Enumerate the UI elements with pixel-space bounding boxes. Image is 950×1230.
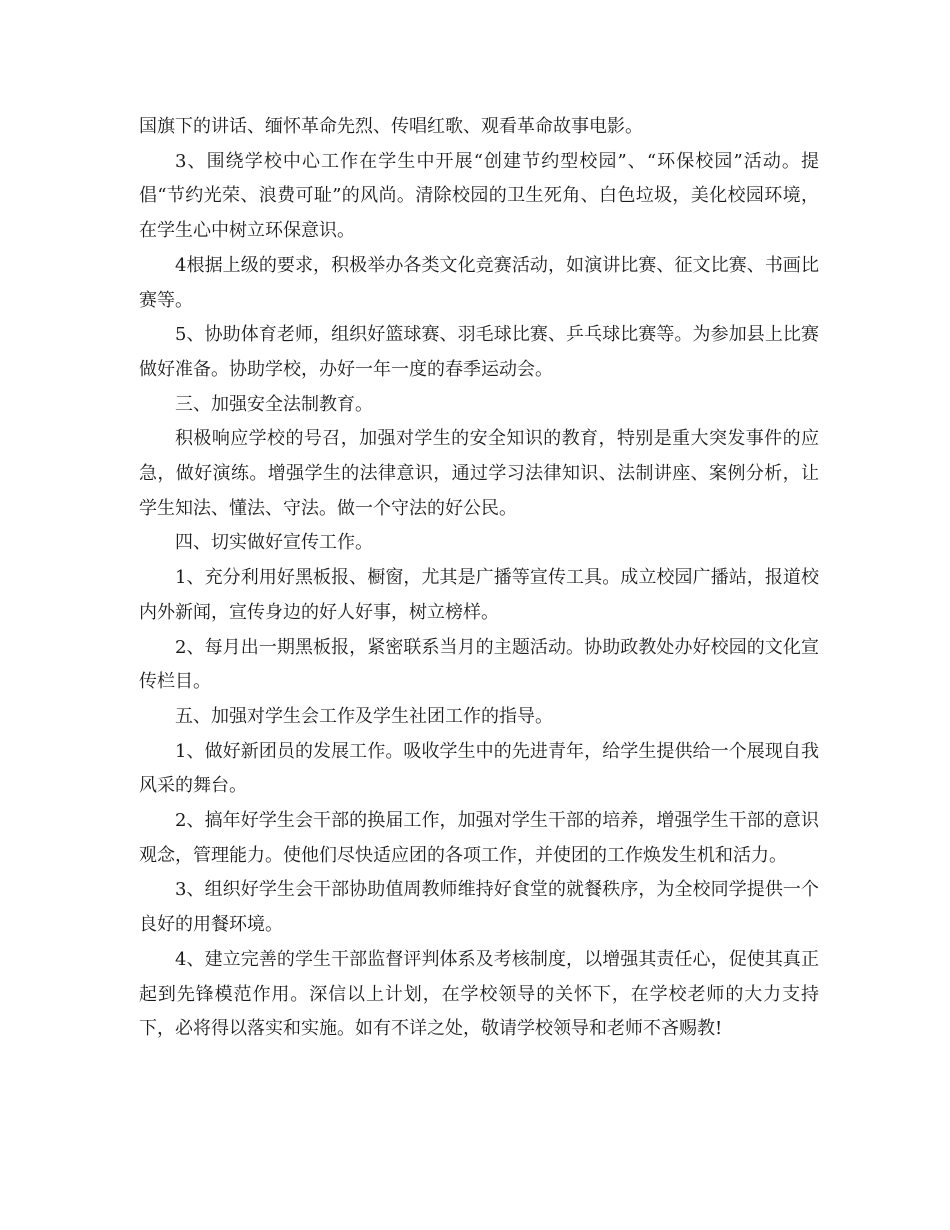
paragraph-continuation: 国旗下的讲话、缅怀革命先烈、传唱红歌、观看革命故事电影。 [139,116,643,137]
paragraph-publicity-1: 1、充分利用好黑板报、橱窗，尤其是广播等宣传工具。成立校园广播站，报道校内外新闻，宣传身边的好人好事，树立榜样。 [139,567,819,623]
paragraph-guidance-3: 3、组织好学生会干部协助值周教师维持好食堂的就餐秩序，为全校同学提供一个良好的用餐环境。 [139,879,819,936]
paragraph-guidance-4: 4、建立完善的学生干部监督评判体系及考核制度，以增强其责任心，促使其真正起到先锋模范作用。深信以上计划，在学校领导的关怀下，在学校老师的大力支持下，必将得以落实和实施。如有不详之处，敬请学校领导和老师不吝赐教! [139,948,819,1040]
document-body [139,110,819,1047]
paragraph-item-3: 3、围绕学校中心工作在学生中开展“创建节约型校园”、“环保校园”活动。提倡“节约光荣、浪费可耻”的风尚。清除校园的卫生死角、白色垃圾，美化校园环境，在学生心中树立环保意识。 [139,150,819,242]
paragraph-publicity-2: 2、每月出一期黑板报，紧密联系当月的主题活动。协助政教处办好校园的文化宣传栏目。 [139,636,819,693]
paragraph-guidance-1: 1、做好新团员的发展工作。吸收学生中的先进青年，给学生提供给一个展现自我风采的舞台。 [139,740,819,797]
section-heading-3: 三、加强安全法制教育。 [175,393,373,415]
section-heading-4: 四、切实做好宣传工作。 [175,532,373,554]
paragraph-item-5: 5、协助体育老师，组织好篮球赛、羽毛球比赛、乒乓球比赛等。为参加县上比赛做好准备。协助学校，办好一年一度的春季运动会。 [139,324,819,380]
paragraph-safety: 积极响应学校的号召，加强对学生的安全知识的教育，特别是重大突发事件的应急，做好演练。增强学生的法律意识，通过学习法律知识、法制讲座、案例分析，让学生知法、懂法、守法。做一个守法的好公民。 [139,428,819,519]
paragraph-item-4: 4根据上级的要求，积极举办各类文化竞赛活动，如演讲比赛、征文比赛、书画比赛等。 [139,254,819,311]
paragraph-guidance-2: 2、搞年好学生会干部的换届工作，加强对学生干部的培养，增强学生干部的意识观念，管理能力。使他们尽快适应团的各项工作，并使团的工作焕发生机和活力。 [139,810,819,866]
section-heading-5: 五、加强对学生会工作及学生社团工作的指导。 [175,705,553,727]
